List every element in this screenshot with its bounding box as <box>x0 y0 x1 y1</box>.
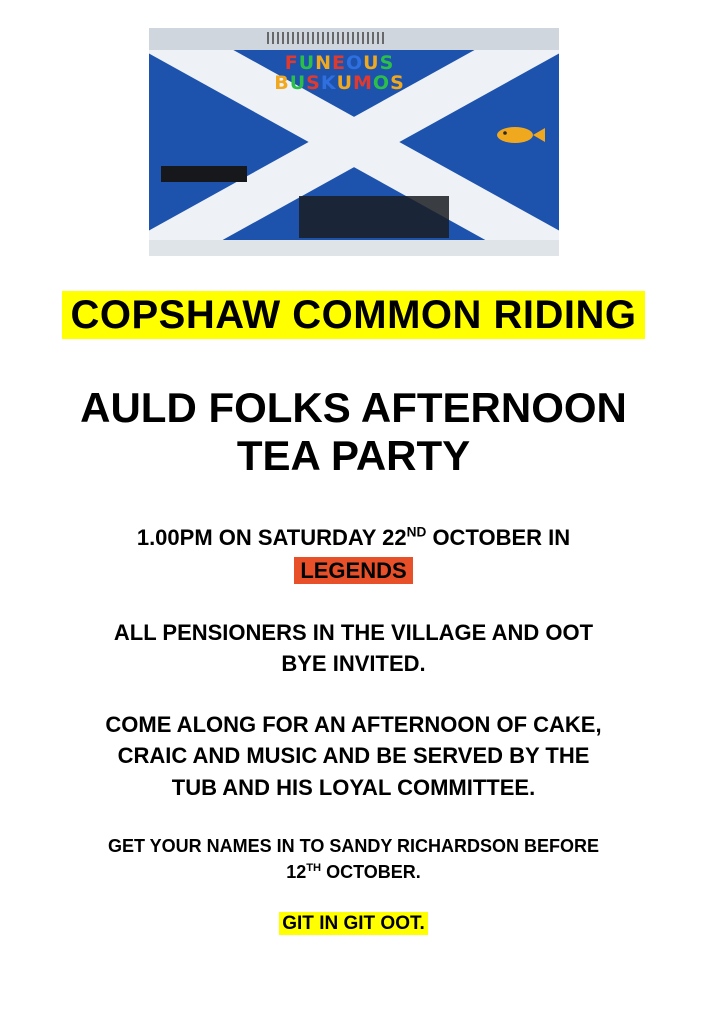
event-time-venue <box>34 521 674 587</box>
rsvp-paragraph <box>34 833 674 885</box>
banner-letters-line1: FUNEOUS <box>284 52 395 74</box>
body-paragraph <box>44 709 664 803</box>
event-time-suffix: OCTOBER IN <box>426 524 571 550</box>
headline-line-2: TEA PARTY <box>236 432 471 480</box>
body-line-1: COME ALONG FOR AN AFTERNOON OF CAKE, <box>105 712 602 738</box>
banner-letters-line2: BUSKUMOS <box>274 71 405 94</box>
closing-text: GIT IN GIT OOT. <box>279 912 428 935</box>
rsvp-line-2 <box>34 859 674 885</box>
invite-line-1: ALL PENSIONERS IN THE VILLAGE AND OOT <box>113 619 594 645</box>
rsvp-date-ordinal: TH <box>306 861 322 874</box>
event-date-ordinal: ND <box>406 524 427 540</box>
body-line-3: TUB AND HIS LOYAL COMMITTEE. <box>171 774 536 800</box>
saltire-flag-photo <box>149 28 559 256</box>
photo-bottom-band <box>149 240 559 256</box>
photo-dark-strip <box>161 166 247 182</box>
event-time-prefix: 1.00PM ON SATURDAY 22 <box>136 524 407 550</box>
rsvp-line-1: GET YOUR NAMES IN TO SANDY RICHARDSON BEFORE <box>107 835 600 856</box>
poster-page <box>0 28 707 1028</box>
poster-title <box>48 288 660 342</box>
banner-letters <box>235 54 445 94</box>
invite-paragraph <box>44 617 664 679</box>
rsvp-date-number: 12 <box>286 861 307 882</box>
body-line-2: CRAIC AND MUSIC AND BE SERVED BY THE <box>117 743 590 769</box>
event-time-line <box>34 521 674 554</box>
rsvp-date-suffix: OCTOBER. <box>321 861 421 882</box>
poster-headline <box>34 384 674 481</box>
fish-decoration-icon <box>493 124 545 146</box>
event-venue: LEGENDS <box>294 557 412 584</box>
closing-line <box>34 913 674 935</box>
event-venue-line <box>34 554 674 587</box>
flag-photo-container <box>149 28 559 256</box>
poster-title-text: COPSHAW COMMON RIDING <box>62 291 644 339</box>
photo-dark-panel <box>299 196 449 238</box>
headline-line-1: AULD FOLKS AFTERNOON <box>80 384 627 431</box>
photo-top-band <box>149 28 559 50</box>
invite-line-2: BYE INVITED. <box>281 650 426 676</box>
